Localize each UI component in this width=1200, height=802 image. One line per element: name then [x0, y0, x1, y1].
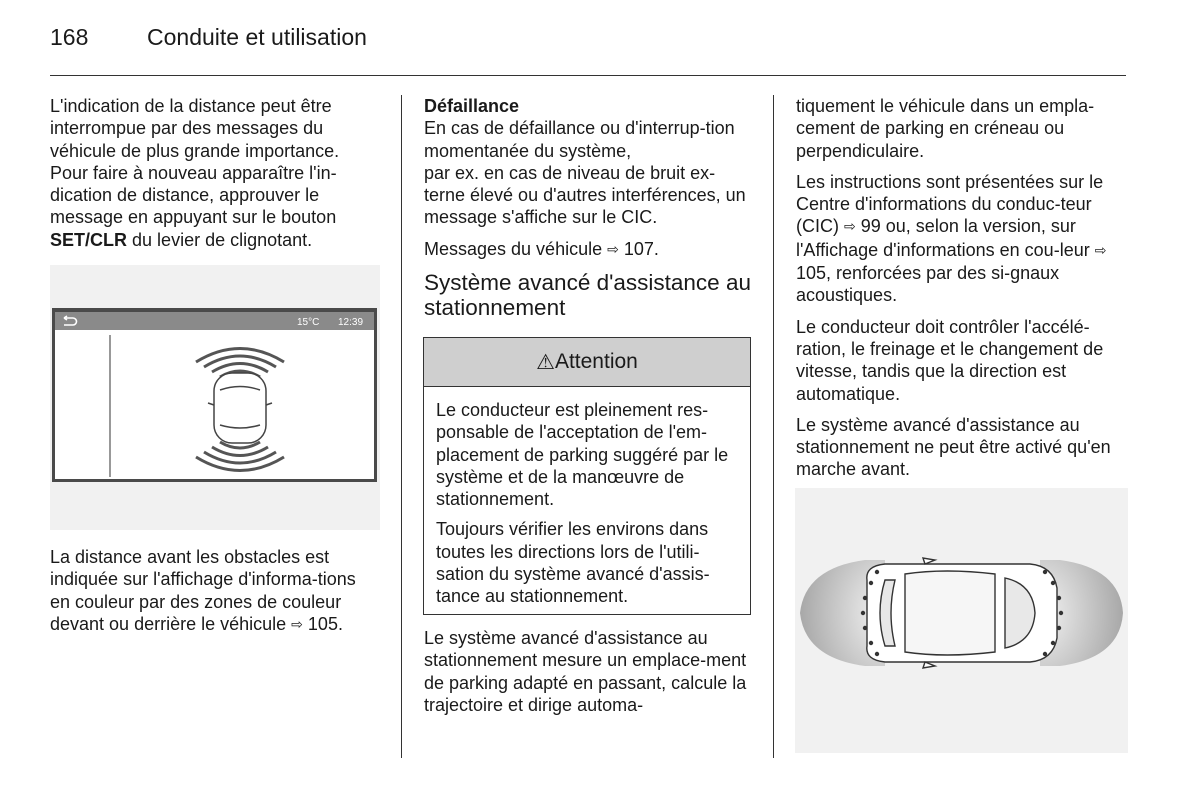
- paragraph-interruption: L'indication de la distance peut être interrompue par des messages du véhicule de plus grande importance. Pour faire à nouveau apparaître l'in-dication de distance, approuver le message en appuyant sur le bouton SET/CLR du levier de clignotant.: [50, 96, 340, 250]
- paragraph-forward-only: Le système avancé d'assistance au stationnement ne peut être activé qu'en marche avant.: [796, 414, 1111, 480]
- page-title: Conduite et utilisation: [147, 24, 367, 50]
- section-title: Système avancé d'assistance au stationnement: [424, 270, 751, 321]
- paragraph-driver-control: Le conducteur doit contrôler l'accélé-ration, le freinage et le changement de vitesse, tandis que la direction est automatique.: [796, 316, 1104, 404]
- figure-info-display: [50, 265, 380, 530]
- column-1-lower: [50, 546, 380, 645]
- column-divider-1: [401, 95, 402, 758]
- paragraph-system-measures: Le système avancé d'assistance au stationnement mesure un emplace-ment de parking adapté en passant, calcule la trajectoire et dirige automa-: [424, 628, 747, 715]
- paragraph-failure-cont: par ex. en cas de niveau de bruit ex-terne élevé ou d'autres interférences, un message s'affiche sur le CIC.: [424, 162, 746, 228]
- paragraph-distance-zones: La distance avant les obstacles est indiquée sur l'affichage d'informa-tions en couleur par des zones de couleur devant ou derrière le véhicule ⇨ 105.: [50, 547, 356, 634]
- set-clr-label: SET/CLR: [50, 229, 128, 250]
- sensor-zones-illustration: [795, 488, 1128, 753]
- warning-box: [423, 337, 751, 615]
- subheading-failure: Défaillance: [424, 96, 520, 116]
- page-number: 168: [50, 24, 89, 50]
- column-2-lower: [424, 627, 754, 725]
- display-temperature: 15°C: [297, 317, 320, 328]
- column-1: [50, 95, 380, 260]
- column-2: [424, 95, 754, 330]
- paragraph-messages: Messages du véhicule ⇨ 107.: [424, 238, 659, 259]
- warning-body: [424, 387, 750, 608]
- header-rule: [50, 75, 1126, 76]
- page-reference: 107.: [623, 238, 659, 259]
- figure-sensor-zones: [795, 488, 1128, 753]
- reference-arrow-icon: ⇨: [291, 615, 303, 632]
- paragraph-failure: En cas de défaillance ou d'interrup-tion momentanée du système,: [424, 118, 735, 161]
- warning-paragraph-2: Toujours vérifier les environs dans toutes les directions lors de l'utili-sation du système avancé d'assis-tance au stationnement.: [436, 519, 710, 607]
- paragraph-continuation: tiquement le véhicule dans un empla-cement de parking en créneau ou perpendiculaire.: [796, 96, 1095, 161]
- warning-header: [424, 338, 750, 387]
- column-3: [796, 95, 1128, 490]
- page-reference: 105.: [307, 613, 343, 634]
- reference-arrow-icon: ⇨: [844, 218, 856, 235]
- warning-paragraph-1: Le conducteur est pleinement res-ponsable de l'acceptation de l'em-placement de parking suggéré par le système et de la manœuvre de stationnement.: [436, 400, 729, 510]
- info-display-illustration: [50, 265, 380, 530]
- column-divider-2: [773, 95, 774, 758]
- reference-arrow-icon: ⇨: [607, 240, 619, 257]
- warning-label: Attention: [554, 350, 638, 373]
- reference-arrow-icon: ⇨: [1094, 241, 1107, 258]
- paragraph-instructions: Les instructions sont présentées sur le Centre d'informations du conduc-teur (CIC) ⇨ 99 ou, selon la version, sur l'Affichage d'informations en cou-leur ⇨ 105, renforcées par des si-gnaux acoustiques.: [796, 171, 1107, 306]
- warning-triangle-icon: ⚠: [536, 350, 555, 374]
- display-time: 12:39: [338, 317, 364, 328]
